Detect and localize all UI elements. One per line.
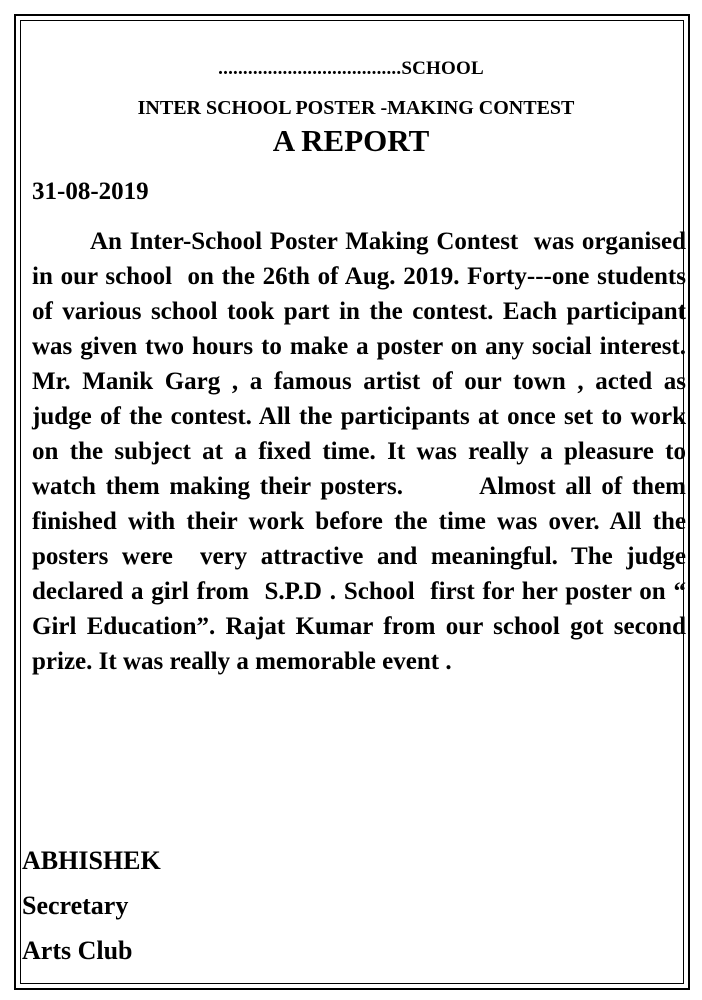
contest-heading: INTER SCHOOL POSTER -MAKING CONTEST [137, 97, 575, 119]
report-body: An Inter-School Poster Making Contest was organised in our school on the 26th of Aug. 2019. Forty---one students of various school took part in the contest. Each participant was given two hours to make a poster on any social interest. Mr. Manik Garg , a famous artist of our town , acted as judge of the contest. All the participants at once set to work on the subject at a fixed time. It was really a pleasure to watch them making their posters. Almost all of them finished with their work before the time was over. All the posters were very attractive and meaningful. The judge declared a girl from S.P.D . School first for her poster on “ Girl Education”. Rajat Kumar from our school got second prize. It was really a memorable event . [32, 228, 693, 675]
signature-club: Arts Club [22, 936, 133, 965]
signature-role: Secretary [22, 891, 129, 920]
school-name-line: .....................................SCHOOL [218, 58, 484, 79]
signature-name: ABHISHEK [22, 846, 161, 875]
report-date: 31-08-2019 [32, 178, 149, 205]
report-title: A REPORT [272, 123, 430, 158]
